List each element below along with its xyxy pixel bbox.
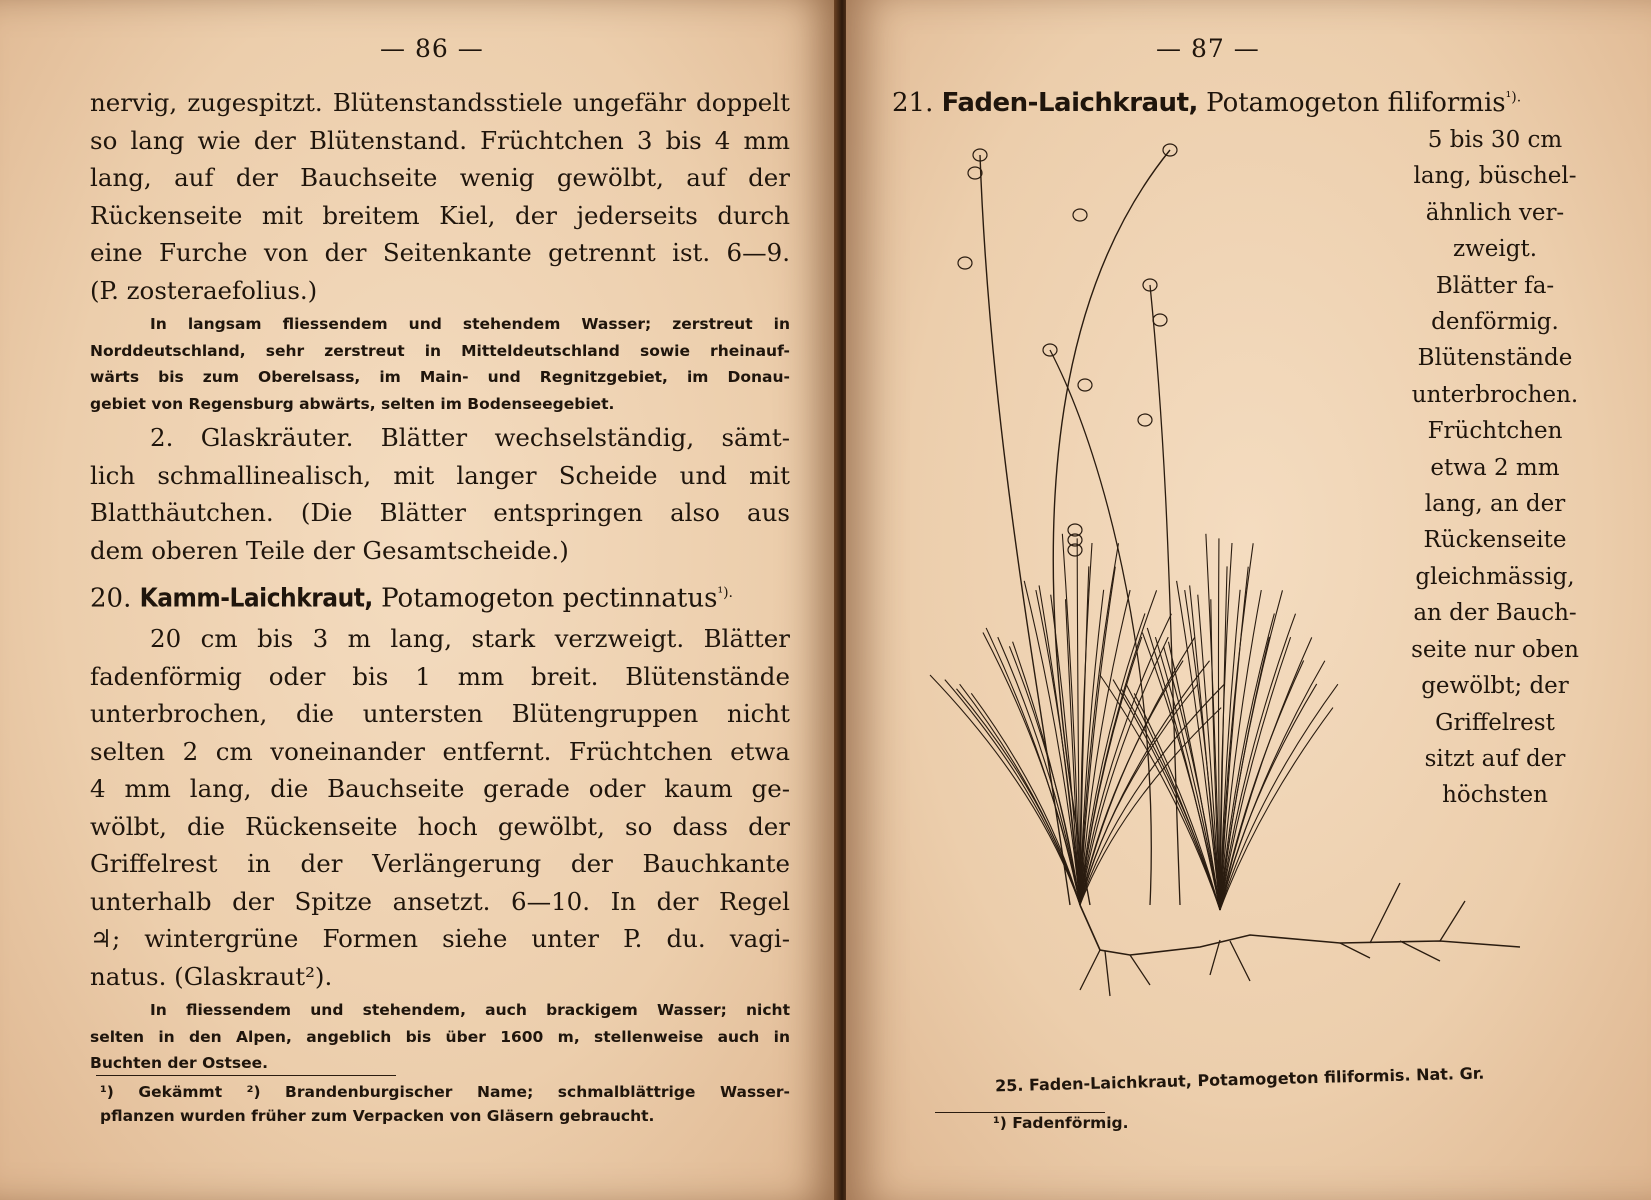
species-number: 20. [90,583,132,614]
text-line: zweigt. [1452,236,1538,263]
plant-stroke [1080,543,1118,905]
text-line: natus. (Glaskraut²). [90,961,333,991]
text-line: gewölbt; der [1421,673,1569,700]
text-line: sitzt auf der [1424,745,1566,772]
text-line: selten in den Alpen, angeblich bis über 1600 m, stellenweise auch in [90,1027,790,1046]
text-line: höchsten [1442,782,1548,809]
text-line: denförmig. [1431,309,1559,336]
plant-illustration [920,135,1620,1065]
plant-stroke [956,689,1080,905]
plant-stroke [1155,637,1220,910]
text-line: Griffelrest [1435,709,1555,736]
text-line: lang, an der [1424,491,1566,518]
text-line: unterbrochen, die untersten Blütengruppen nicht [90,699,790,729]
text-line: fadenförmig oder bis 1 mm breit. Blütenstände [90,661,790,691]
plant-stroke [1142,633,1220,910]
text-line: Norddeutschland, sehr zerstreut in Mitteldeutschland sowie rheinauf- [90,341,790,360]
footnote-mark: ¹). [1505,89,1522,106]
footnotes-left [100,1080,790,1128]
text-line: Rückenseite mit breitem Kiel, der jederseits durch [90,200,790,230]
text-line: an der Bauch- [1413,600,1577,627]
text-line: gleichmässig, [1415,563,1575,590]
text-line: (P. zosteraefolius.) [90,275,318,305]
plant-stroke [1078,379,1092,391]
text-line: so lang wie der Blütenstand. Früchtchen 3 bis 4 mm [90,125,790,155]
text-line: unterhalb der Spitze ansetzt. 6—10. In der Regel [90,886,790,916]
plant-stroke [1053,150,1170,905]
text-line: dem oberen Teile der Gesamtscheide.) [90,535,569,565]
text-line: Rückenseite [1423,527,1567,554]
text-line: lich schmallinealisch, mit langer Scheide und mit [90,460,790,490]
plant-stroke [1198,595,1220,910]
text-line: Früchtchen [1427,418,1563,445]
text-line: In langsam fliessendem und stehendem Wasser; zerstreut in [150,315,790,333]
paragraph-continuation [90,84,790,309]
footnote-rule-right [935,1112,1105,1113]
plant-stroke [1220,708,1333,910]
species-latin-name: Potamogeton pectinnatus [381,583,718,614]
habitat-note-19 [90,311,790,417]
text-line: nervig, zugespitzt. Blütenstandsstiele ungefähr doppelt [90,88,790,117]
page-number-left: — 86 — [380,34,484,63]
species-description-20 [90,620,790,995]
text-line: lang, auf der Bauchseite wenig gewölbt, auf der [90,163,790,192]
plant-stroke [1073,209,1087,221]
species-common-name: Faden-Laichkraut, [941,88,1198,118]
plant-stroke [1080,637,1195,905]
text-line: eine Furche von der Seitenkante getrennt ist. 6—9. [90,238,790,267]
plant-stroke [968,167,982,179]
text-line: Buchten der Ostsee. [90,1054,269,1073]
text-line: unterbrochen. [1411,381,1579,408]
text-line: seite nur oben [1411,636,1579,663]
plant-stroke [1080,661,1210,905]
text-line: Blütenstände [1417,345,1573,372]
footnote-line: ¹) Gekämmt ²) Brandenburgischer Name; schmalblättrige Wasser- [100,1083,790,1101]
plant-stroke [1121,689,1220,910]
text-line: In fliessendem und stehendem, auch brackigem Wasser; nicht [150,1001,790,1020]
text-line: Griffelrest in der Verlängerung der Bauchkante [90,849,790,879]
text-line: 5 bis 30 cm [1427,127,1563,153]
text-line: 2. Glaskräuter. Blätter wechselständig, sämt- [150,423,790,452]
text-line: Blätter fa- [1435,272,1555,299]
text-line: ähnlich ver- [1425,199,1565,226]
plant-stroke [980,155,1070,905]
text-line: gebiet von Regensburg abwärts, selten im Bodenseegebiet. [90,394,615,413]
text-line: 4 mm lang, die Bauchseite gerade oder kaum ge- [90,774,790,804]
text-line: ♃; wintergrüne Formen siehe unter P. du. vagi- [90,924,790,954]
text-line: wärts bis zum Oberelsass, im Main- und Regnitzgebiet, im Donau- [90,368,790,386]
plant-stroke [1080,567,1115,905]
section-glaskraeuter [90,419,790,569]
plant-stroke [1138,414,1152,426]
figure-caption: 25. Faden-Laichkraut, Potamogeton filiformis. Nat. Gr. [994,1063,1485,1096]
species-common-name: Kamm-Laichkraut, [139,583,373,614]
footnote-line: pflanzen wurden früher zum Verpacken von Gläsern gebraucht. [100,1107,655,1125]
species-number: 21. [892,88,934,118]
habitat-note-20 [90,997,790,1077]
text-line: etwa 2 mm [1430,454,1560,481]
footnote-rule-left [96,1075,396,1076]
text-line: wölbt, die Rückenseite hoch gewölbt, so dass der [90,811,790,841]
species-latin-name: Potamogeton filiformis [1206,88,1506,118]
text-line: 20 cm bis 3 m lang, stark verzweigt. Blätter [150,624,790,654]
text-line: Blatthäutchen. (Die Blätter entspringen also aus [90,498,790,527]
left-page-body [90,84,790,1077]
species-heading-20 [90,575,790,618]
plant-stroke [1036,590,1080,905]
text-line: lang, büschel- [1413,163,1577,190]
text-line: selten 2 cm voneinander entfernt. Früchtchen etwa [90,736,790,766]
species-heading-21 [892,88,1572,118]
plant-stroke [1153,314,1167,326]
plant-stroke [1050,350,1151,905]
page-number-right: — 87 — [1156,34,1260,63]
footnote-mark: ¹). [717,585,733,601]
plant-stroke [958,257,972,269]
plant-stroke [1080,905,1520,955]
footnote-right: ¹) Fadenförmig. [993,1114,1129,1132]
plant-stroke [1080,883,1465,996]
